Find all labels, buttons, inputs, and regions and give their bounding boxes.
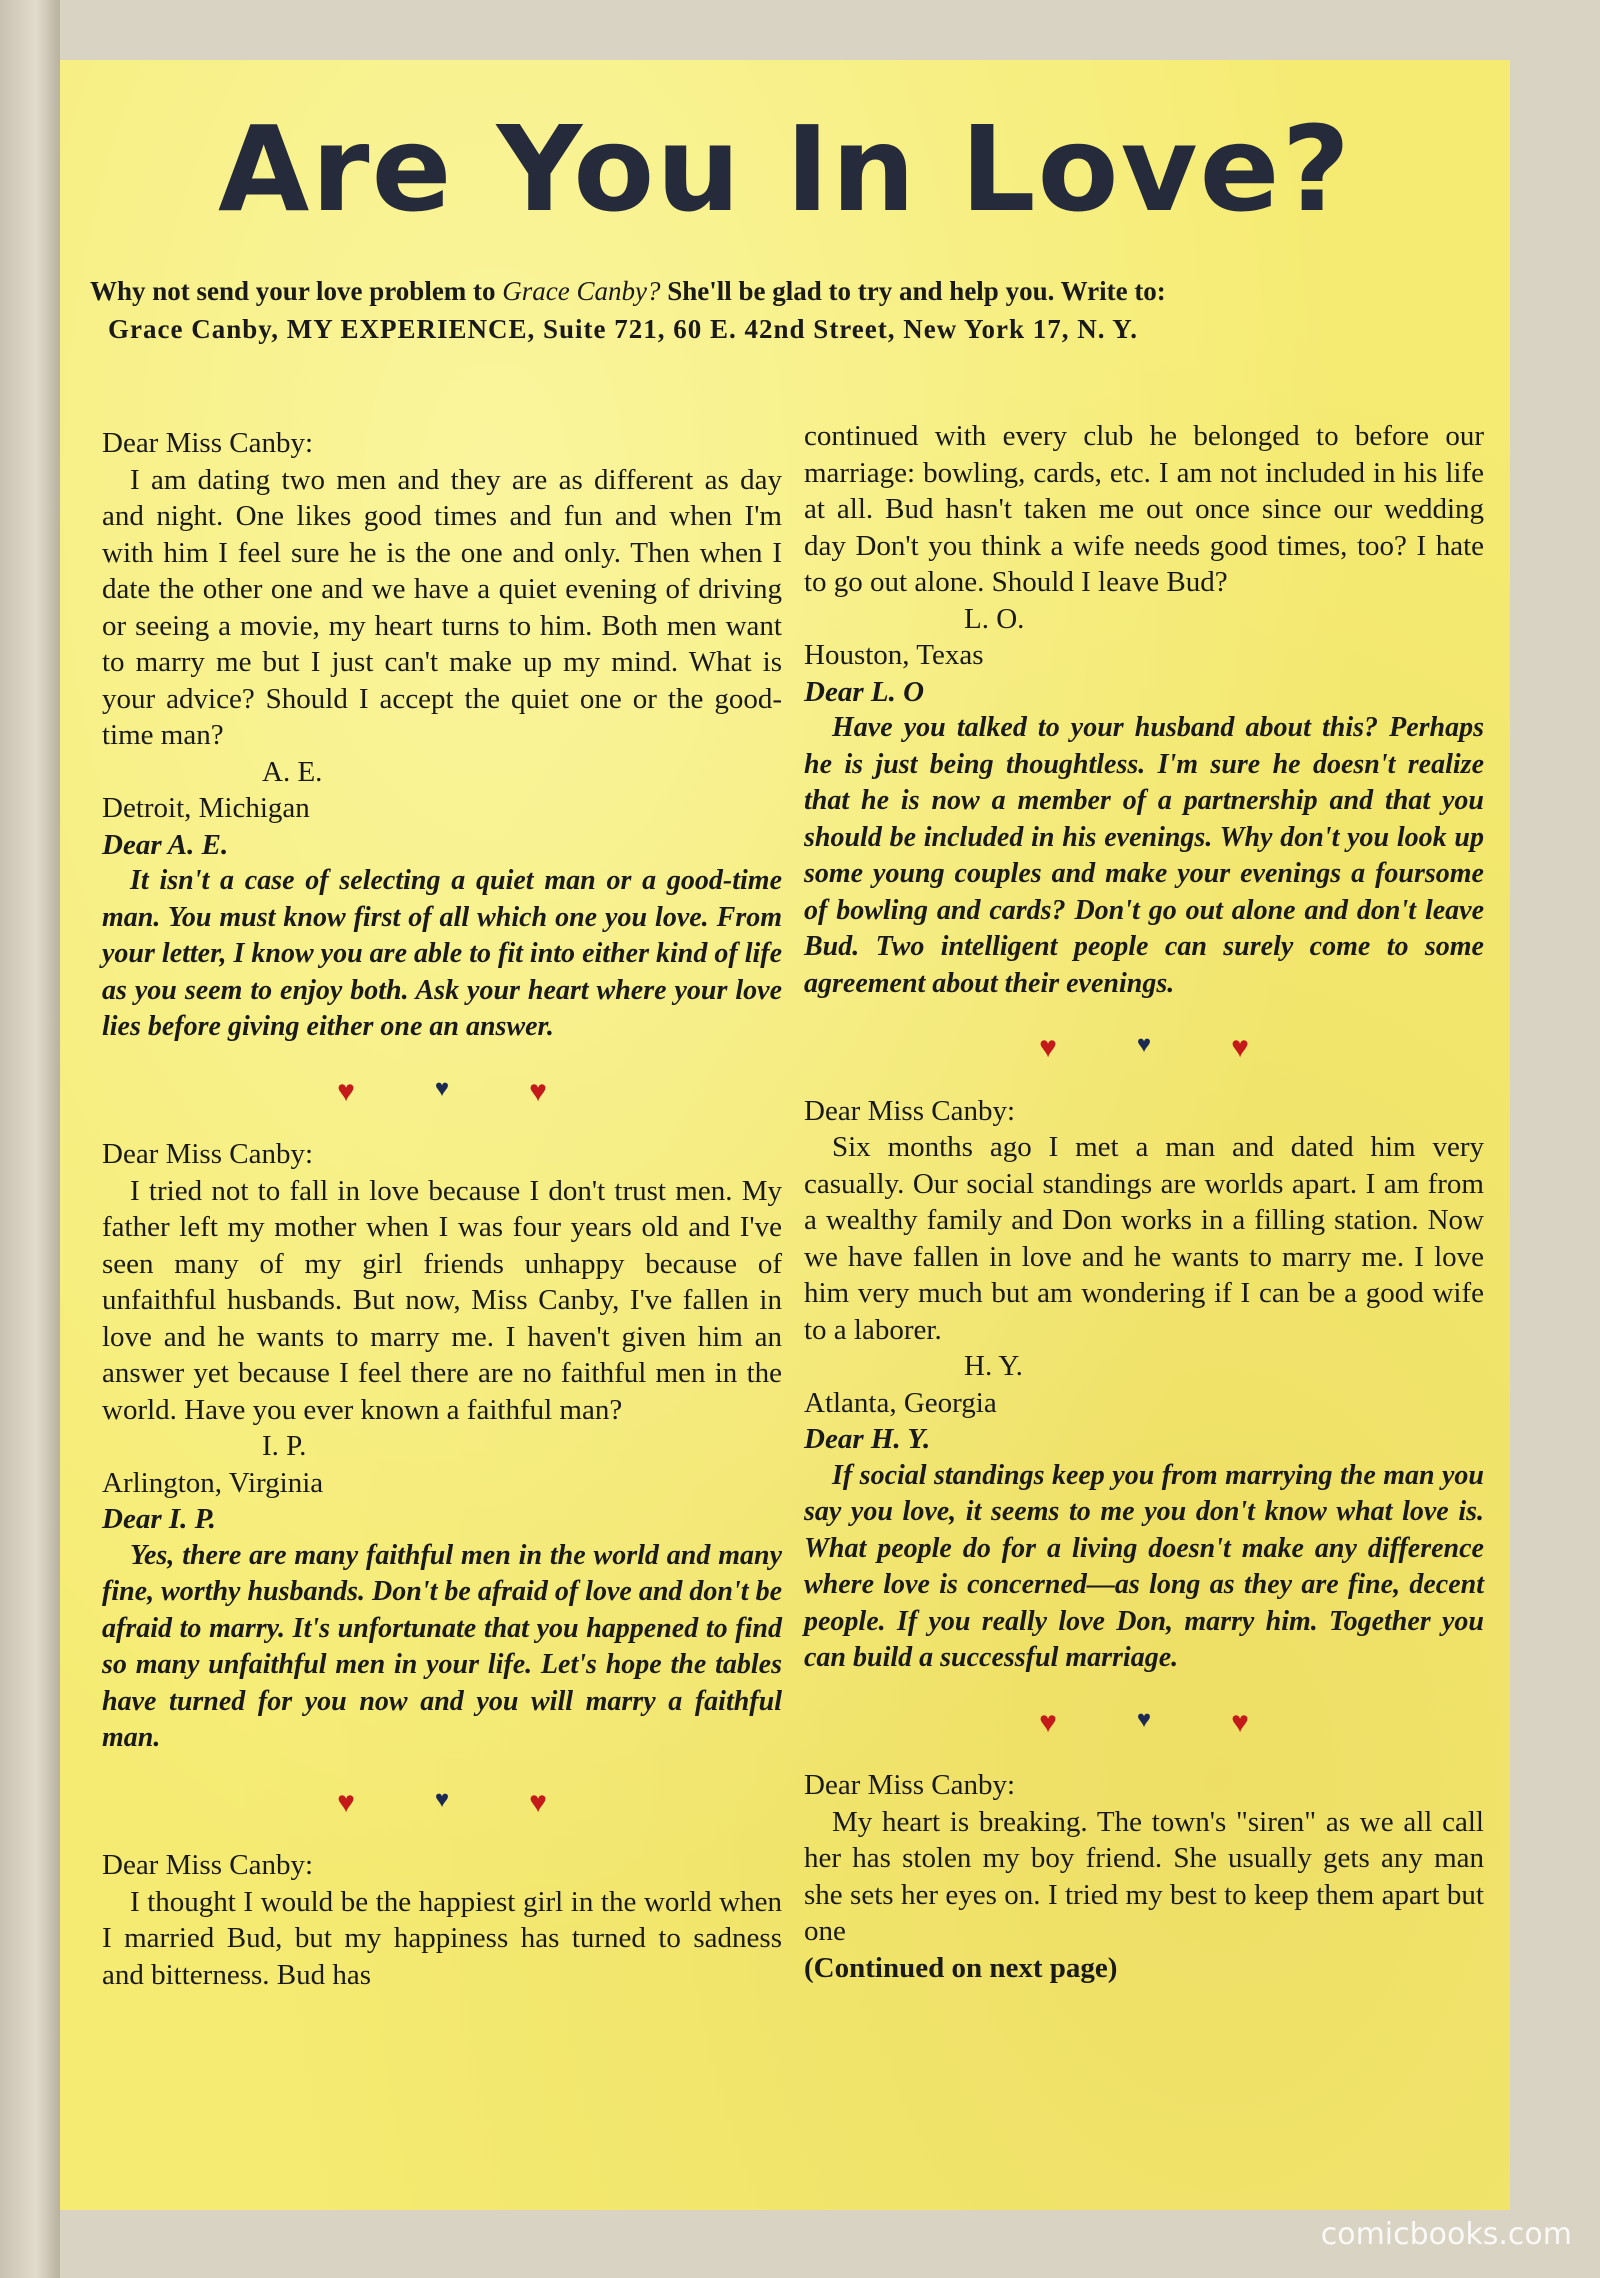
letter3-body-continued: continued with every club he belonged to before our marriage: bowling, cards, etc. I am not included in his life at all. Bud hasn't taken me out once since our wedding day Don't you think a wife needs good times, too? I hate to go out alone. Should I leave Bud? — [804, 420, 1484, 598]
blue-heart-icon: ♥ — [434, 1075, 450, 1102]
letter3-body-start: I thought I would be the happiest girl in the world when I married Bud, but my happiness has turned to sadness and bitterness. Bud has — [102, 1885, 782, 1991]
reply2-salutation: Dear I. P. — [102, 1503, 216, 1535]
red-heart-icon: ♥ — [1039, 1705, 1057, 1739]
letter2-initials: I. P. — [262, 1430, 307, 1462]
letter4-location: Atlanta, Georgia — [804, 1386, 997, 1419]
red-heart-icon: ♥ — [1231, 1031, 1249, 1064]
red-heart-icon: ♥ — [1231, 1705, 1249, 1739]
reply1-body: It isn't a case of selecting a quiet man or a good-time man. You must know first of all which one you love. From your letter, I know you are able to fit into either kind of life as you seem to enjoy both. Ask your heart where your love lies before giving either one an answer. — [102, 865, 782, 1042]
letter2-salutation: Dear Miss Canby: — [102, 1138, 314, 1170]
reply3-body: Have you talked to your husband about this? Perhaps he is just being thoughtless. I'm sure he doesn't realize that he is now a member of a partnership and that you should be included in his evenings. Why don't you look up some young couples and make your evenings a foursome of bowling and cards? Don't go out alone and don't leave Bud. Two intelligent people can surely come to some agreement about their evenings. — [804, 712, 1484, 999]
left-column — [102, 425, 782, 1993]
letter1-location: Detroit, Michigan — [102, 792, 310, 824]
continued-note: (Continued on next page) — [804, 1951, 1118, 1984]
letter4-body: Six months ago I met a man and dated him very casually. Our social standings are worlds apart. I am from a wealthy family and Don works in a filling station. Now we have fallen in love and he wants to marry me. I love him very much but am wondering if I can be a good wife to a laborer. — [804, 1131, 1484, 1346]
letter5-salutation: Dear Miss Canby: — [804, 1769, 1016, 1801]
heart-divider — [102, 1785, 782, 1822]
heart-divider — [804, 1705, 1484, 1742]
reply1-salutation: Dear A. E. — [102, 828, 229, 861]
right-column — [804, 418, 1484, 1986]
magazine-page — [60, 60, 1510, 2210]
reply2-body: Yes, there are many faithful men in the world and many fine, worthy husbands. Don't be afraid of love and don't be afraid to marry. It's unfortunate that you happened to find so many unfaithful men in your life. Let's hope the tables have turned for you now and you will marry a faithful man. — [102, 1539, 782, 1753]
letter4-salutation: Dear Miss Canby: — [804, 1094, 1016, 1127]
intro-text-a: Why not send your love problem to — [90, 276, 503, 306]
red-heart-icon: ♥ — [337, 1785, 355, 1819]
heart-divider — [102, 1074, 782, 1111]
letter1-initials: A. E. — [262, 755, 323, 788]
site-watermark: comicbooks.com — [1320, 2217, 1572, 2252]
red-heart-icon: ♥ — [529, 1074, 547, 1108]
red-heart-icon: ♥ — [337, 1074, 355, 1108]
intro-address: Grace Canby, MY EXPERIENCE, Suite 721, 60 E. 42nd Street, New York 17, N. Y. — [108, 314, 1139, 344]
reply3-salutation: Dear L. O — [804, 675, 925, 708]
letter2-body: I tried not to fall in love because I don't trust men. My father left my mother when I was four years old and I've seen many of my girl friends unhappy because of unfaithful husbands. But now, Miss Canby, I've fallen in love and he wants to marry me. I haven't given him an answer yet because I feel there are no faithful men in the world. Have you ever known a faithful man? — [102, 1174, 782, 1426]
page-binding-edge — [0, 0, 60, 2278]
letter3-location: Houston, Texas — [804, 639, 984, 671]
letter1-body: I am dating two men and they are as different as day and night. One likes good times and fun and when I'm with him I feel sure he is the one and only. Then when I date the other one and we have a quiet evening of driving or seeing a movie, my heart turns to him. Both men want to marry me but I just can't make up my mind. What is your advice? Should I accept the quiet one or the good-time man? — [102, 463, 782, 751]
blue-heart-icon: ♥ — [1136, 1706, 1152, 1733]
intro-line-1 — [90, 272, 1470, 310]
letter3-salutation: Dear Miss Canby: — [102, 1849, 314, 1881]
red-heart-icon: ♥ — [1039, 1031, 1057, 1064]
intro-text-b: She'll be glad to try and help you. Write to: — [660, 276, 1166, 306]
letter3-initials: L. O. — [964, 602, 1025, 635]
reply4-salutation: Dear H. Y. — [804, 1423, 931, 1455]
intro-paragraph — [90, 272, 1470, 348]
red-heart-icon: ♥ — [529, 1785, 547, 1819]
page-title: Are You In Love? — [217, 100, 1353, 238]
reply4-body: If social standings keep you from marrying the man you say you love, it seems to me you don't know what love is. What people do for a living doesn't make any difference where love is concerned—as long as they are fine, decent people. If you really love Don, marry him. Together you can build a successful marriage. — [804, 1459, 1484, 1673]
letter2-location: Arlington, Virginia — [102, 1466, 324, 1499]
letter1-salutation: Dear Miss Canby: — [102, 427, 314, 459]
intro-name: Grace Canby? — [502, 276, 661, 306]
heart-divider — [804, 1030, 1484, 1067]
blue-heart-icon: ♥ — [434, 1786, 450, 1813]
blue-heart-icon: ♥ — [1136, 1032, 1152, 1058]
letter4-initials: H. Y. — [964, 1350, 1023, 1382]
letter5-body: My heart is breaking. The town's "siren" as we all call her has stolen my boy friend. She usually gets any man she sets her eyes on. I tried my best to keep them apart but one — [804, 1805, 1484, 1947]
